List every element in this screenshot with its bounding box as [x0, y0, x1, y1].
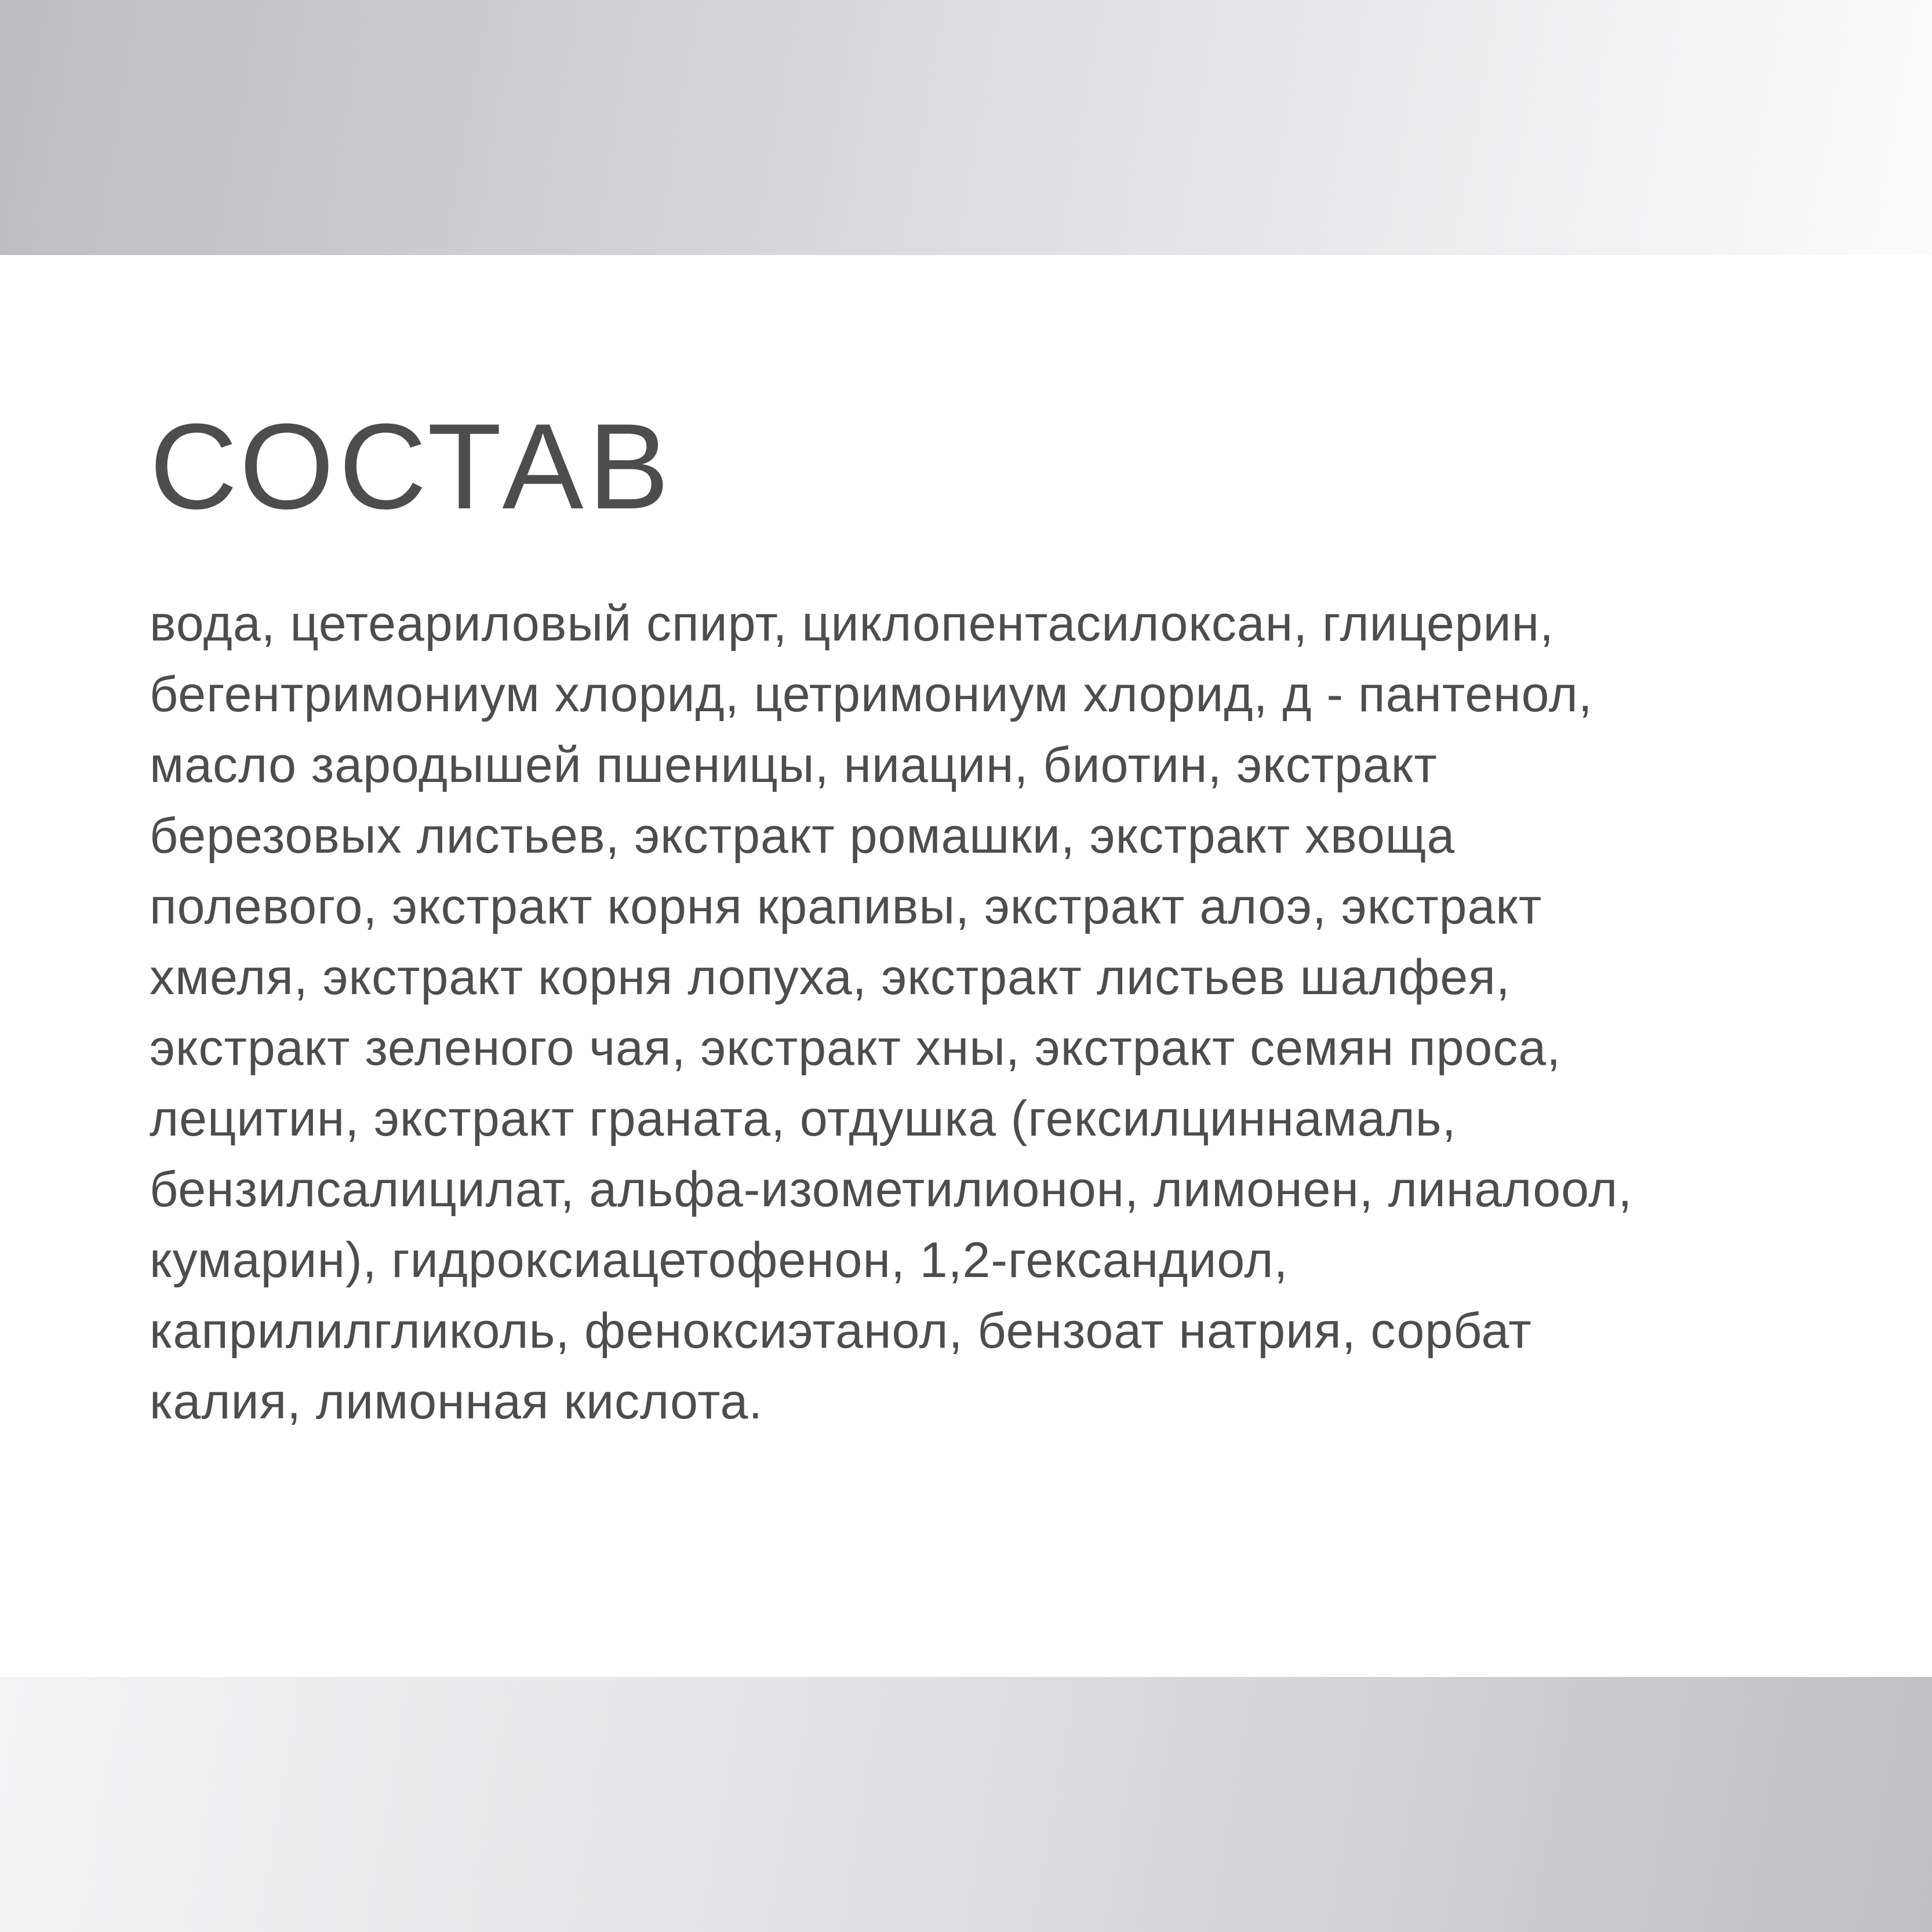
top-gradient-band [0, 0, 1932, 255]
ingredients-line: полевого, экстракт корня крапивы, экстракт алоэ, экстракт [150, 879, 1542, 934]
composition-title: СОСТАВ [150, 398, 674, 534]
ingredients-line: кумарин), гидроксиацетофенон, 1,2-гександиол, [150, 1232, 1289, 1288]
ingredients-line: калия, лимонная кислота. [150, 1374, 763, 1429]
ingredients-line: вода, цетеариловый спирт, циклопентасилоксан, глицерин, [150, 596, 1555, 652]
ingredients-line: масло зародышей пшеницы, ниацин, биотин, экстракт [150, 737, 1438, 793]
ingredients-line: хмеля, экстракт корня лопуха, экстракт листьев шалфея, [150, 949, 1511, 1005]
ingredients-line: бензилсалицилат, альфа-изометилионон, лимонен, линалоол, [150, 1162, 1633, 1217]
ingredients-line: экстракт зеленого чая, экстракт хны, экстракт семян проса, [150, 1020, 1562, 1076]
ingredients-line: каприлилгликоль, феноксиэтанол, бензоат натрия, сорбат [150, 1303, 1532, 1359]
bottom-gradient-band [0, 1677, 1932, 1932]
ingredients-line: лецитин, экстракт граната, отдушка (гексилциннамаль, [150, 1091, 1457, 1147]
ingredients-list [150, 588, 1831, 1437]
ingredients-line: березовых листьев, экстракт ромашки, экстракт хвоща [150, 808, 1456, 864]
ingredients-line: бегентримониум хлорид, цетримониум хлорид, д - пантенол, [150, 667, 1593, 722]
